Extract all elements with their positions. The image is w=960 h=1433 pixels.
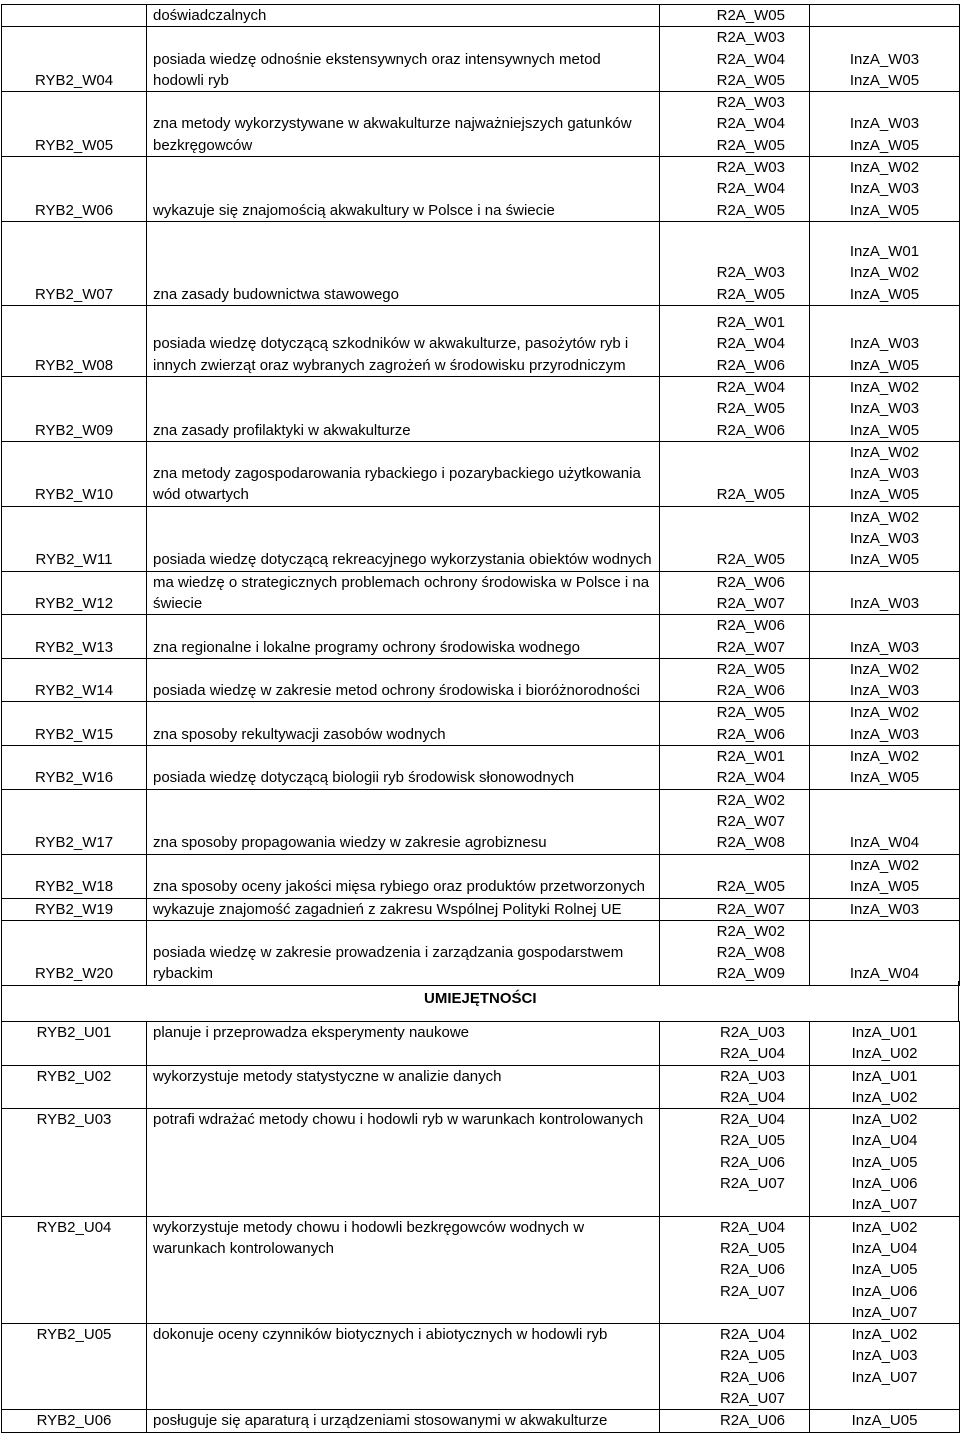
r2a-reference: R2A_U06: [660, 1410, 810, 1432]
inza-reference: InzA_W02 InzA_W03 InzA_W05: [810, 157, 960, 222]
table-row: [2, 92, 960, 157]
inza-reference: InzA_W04: [810, 789, 960, 854]
r2a-reference: R2A_U04 R2A_U05 R2A_U06 R2A_U07: [660, 1109, 810, 1216]
r2a-reference: R2A_W02 R2A_W07 R2A_W08: [660, 789, 810, 854]
inza-reference: InzA_W02 InzA_W03 InzA_W05: [810, 506, 960, 571]
r2a-reference: R2A_W05: [660, 854, 810, 898]
table-row: [2, 27, 960, 92]
outcome-description: dokonuje oceny czynników biotycznych i abiotycznych w hodowli ryb: [147, 1324, 660, 1410]
r2a-reference: R2A_W03 R2A_W05: [660, 221, 810, 305]
outcome-description: wykorzystuje metody chowu i hodowli bezkręgowców wodnych w warunkach kontrolowanych: [147, 1216, 660, 1323]
outcome-description: zna regionalne i lokalne programy ochrony środowiska wodnego: [147, 615, 660, 659]
table-row: [2, 920, 960, 985]
outcome-description: zna zasady profilaktyki w akwakulturze: [147, 376, 660, 441]
r2a-reference: R2A_W04 R2A_W05 R2A_W06: [660, 376, 810, 441]
outcome-description: potrafi wdrażać metody chowu i hodowli ryb w warunkach kontrolowanych: [147, 1109, 660, 1216]
outcome-code: RYB2_W15: [2, 702, 147, 746]
outcome-description: posiada wiedzę dotyczącą biologii ryb środowisk słonowodnych: [147, 746, 660, 790]
outcome-description: posiada wiedzę w zakresie metod ochrony środowiska i bioróżnorodności: [147, 658, 660, 702]
inza-reference: InzA_W02 InzA_W03: [810, 658, 960, 702]
table-row: [2, 1410, 960, 1432]
r2a-reference: R2A_U04 R2A_U05 R2A_U06 R2A_U07: [660, 1216, 810, 1323]
outcome-code: RYB2_W08: [2, 305, 147, 376]
table-row: [2, 571, 960, 615]
outcome-description: zna metody zagospodarowania rybackiego i pozarybackiego użytkowania wód otwartych: [147, 441, 660, 506]
outcome-code: RYB2_W05: [2, 92, 147, 157]
inza-reference: InzA_U02 InzA_U04 InzA_U05 InzA_U06 InzA_U07: [810, 1109, 960, 1216]
outcome-code: [2, 5, 147, 27]
inza-reference: InzA_W01 InzA_W02 InzA_W05: [810, 221, 960, 305]
inza-reference: InzA_W02 InzA_W05: [810, 854, 960, 898]
table-row: [2, 305, 960, 376]
r2a-reference: R2A_W05: [660, 5, 810, 27]
table-row: [2, 746, 960, 790]
outcome-description: zna sposoby oceny jakości mięsa rybiego oraz produktów przetworzonych: [147, 854, 660, 898]
r2a-reference: R2A_U03 R2A_U04: [660, 1065, 810, 1109]
table-row: [2, 898, 960, 920]
outcome-code: RYB2_W04: [2, 27, 147, 92]
outcome-code: RYB2_W11: [2, 506, 147, 571]
inza-reference: InzA_U05: [810, 1410, 960, 1432]
table-row: [2, 376, 960, 441]
outcome-code: RYB2_W09: [2, 376, 147, 441]
inza-reference: InzA_W03 InzA_W05: [810, 305, 960, 376]
inza-reference: InzA_W03 InzA_W05: [810, 92, 960, 157]
skills-outcomes-table: [1, 1021, 960, 1433]
outcome-code: RYB2_W10: [2, 441, 147, 506]
outcome-code: RYB2_W13: [2, 615, 147, 659]
outcome-description: zna sposoby propagowania wiedzy w zakresie agrobiznesu: [147, 789, 660, 854]
outcome-code: RYB2_U04: [2, 1216, 147, 1323]
inza-reference: InzA_W02 InzA_W03 InzA_W05: [810, 376, 960, 441]
r2a-reference: R2A_W01 R2A_W04: [660, 746, 810, 790]
outcome-description: posługuje się aparaturą i urządzeniami stosowanymi w akwakulturze: [147, 1410, 660, 1432]
outcome-code: RYB2_W17: [2, 789, 147, 854]
r2a-reference: R2A_W05: [660, 506, 810, 571]
inza-reference: InzA_W02 InzA_W03 InzA_W05: [810, 441, 960, 506]
r2a-reference: R2A_U04 R2A_U05 R2A_U06 R2A_U07: [660, 1324, 810, 1410]
outcome-code: RYB2_U02: [2, 1065, 147, 1109]
inza-reference: [810, 5, 960, 27]
inza-reference: InzA_W03: [810, 898, 960, 920]
outcome-description: wykorzystuje metody statystyczne w analizie danych: [147, 1065, 660, 1109]
table-row: [2, 658, 960, 702]
inza-reference: InzA_W04: [810, 920, 960, 985]
outcome-code: RYB2_W16: [2, 746, 147, 790]
outcome-code: RYB2_U01: [2, 1022, 147, 1066]
outcome-description: posiada wiedzę w zakresie prowadzenia i zarządzania gospodarstwem rybackim: [147, 920, 660, 985]
outcome-description: zna zasady budownictwa stawowego: [147, 221, 660, 305]
outcome-description: planuje i przeprowadza eksperymenty naukowe: [147, 1022, 660, 1066]
table-row: [2, 1065, 960, 1109]
r2a-reference: R2A_W05 R2A_W06: [660, 702, 810, 746]
outcome-code: RYB2_U05: [2, 1324, 147, 1410]
knowledge-outcomes-table: [1, 4, 960, 986]
r2a-reference: R2A_W01 R2A_W04 R2A_W06: [660, 305, 810, 376]
table-row: [2, 1216, 960, 1323]
skills-heading: UMIEJĘTNOŚCI: [424, 990, 537, 1007]
table-row: [2, 157, 960, 222]
table-row: [2, 702, 960, 746]
outcome-code: RYB2_W12: [2, 571, 147, 615]
r2a-reference: R2A_W03 R2A_W04 R2A_W05: [660, 157, 810, 222]
inza-reference: InzA_W02 InzA_W03: [810, 702, 960, 746]
r2a-reference: R2A_W03 R2A_W04 R2A_W05: [660, 92, 810, 157]
outcome-description: zna sposoby rekultywacji zasobów wodnych: [147, 702, 660, 746]
table-row: [2, 1324, 960, 1410]
table-row: [2, 441, 960, 506]
outcome-description: doświadczalnych: [147, 5, 660, 27]
table-row: [2, 854, 960, 898]
outcome-code: RYB2_W07: [2, 221, 147, 305]
inza-reference: InzA_W03: [810, 571, 960, 615]
r2a-reference: R2A_W05: [660, 441, 810, 506]
outcome-description: ma wiedzę o strategicznych problemach ochrony środowiska w Polsce i na świecie: [147, 571, 660, 615]
outcome-code: RYB2_U03: [2, 1109, 147, 1216]
table-row: [2, 1109, 960, 1216]
table-row: [2, 506, 960, 571]
outcome-description: posiada wiedzę odnośnie ekstensywnych oraz intensywnych metod hodowli ryb: [147, 27, 660, 92]
outcome-code: RYB2_W19: [2, 898, 147, 920]
table-row: [2, 1022, 960, 1066]
r2a-reference: R2A_W02 R2A_W08 R2A_W09: [660, 920, 810, 985]
outcome-description: posiada wiedzę dotyczącą rekreacyjnego wykorzystania obiektów wodnych: [147, 506, 660, 571]
r2a-reference: R2A_W06 R2A_W07: [660, 571, 810, 615]
inza-reference: InzA_W02 InzA_W05: [810, 746, 960, 790]
inza-reference: InzA_W03 InzA_W05: [810, 27, 960, 92]
r2a-reference: R2A_U03 R2A_U04: [660, 1022, 810, 1066]
inza-reference: InzA_U02 InzA_U04 InzA_U05 InzA_U06 InzA_U07: [810, 1216, 960, 1323]
r2a-reference: R2A_W07: [660, 898, 810, 920]
r2a-reference: R2A_W05 R2A_W06: [660, 658, 810, 702]
outcome-code: RYB2_U06: [2, 1410, 147, 1432]
outcome-code: RYB2_W20: [2, 920, 147, 985]
table-row: [2, 5, 960, 27]
outcome-code: RYB2_W14: [2, 658, 147, 702]
r2a-reference: R2A_W03 R2A_W04 R2A_W05: [660, 27, 810, 92]
inza-reference: InzA_U01 InzA_U02: [810, 1022, 960, 1066]
outcome-description: wykazuje się znajomością akwakultury w Polsce i na świecie: [147, 157, 660, 222]
outcome-code: RYB2_W18: [2, 854, 147, 898]
table-row: [2, 789, 960, 854]
inza-reference: InzA_W03: [810, 615, 960, 659]
table-row: [2, 615, 960, 659]
outcome-description: zna metody wykorzystywane w akwakulturze najważniejszych gatunków bezkręgowców: [147, 92, 660, 157]
table-row: [2, 221, 960, 305]
outcome-code: RYB2_W06: [2, 157, 147, 222]
inza-reference: InzA_U02 InzA_U03 InzA_U07: [810, 1324, 960, 1410]
r2a-reference: R2A_W06 R2A_W07: [660, 615, 810, 659]
outcome-description: wykazuje znajomość zagadnień z zakresu Wspólnej Polityki Rolnej UE: [147, 898, 660, 920]
outcome-description: posiada wiedzę dotyczącą szkodników w akwakulturze, pasożytów ryb i innych zwierząt oraz wybranych zagrożeń w środowisku przyrodniczym: [147, 305, 660, 376]
inza-reference: InzA_U01 InzA_U02: [810, 1065, 960, 1109]
